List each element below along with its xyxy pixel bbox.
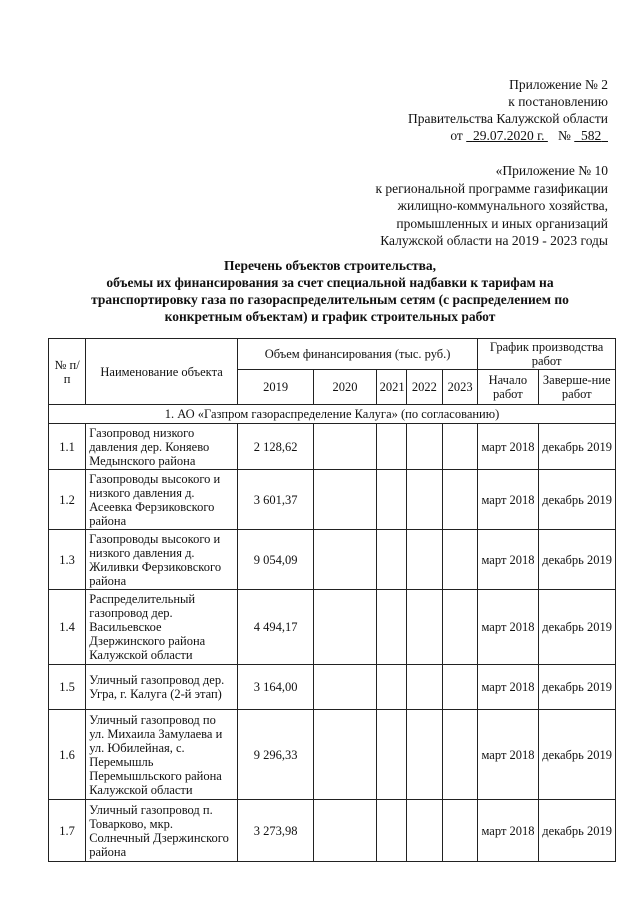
row-funding-2022 xyxy=(406,424,442,470)
row-num: 1.7 xyxy=(49,800,86,862)
row-funding-2019: 2 128,62 xyxy=(237,424,313,470)
row-start: март 2018 xyxy=(478,590,538,665)
row-funding-2021 xyxy=(376,590,406,665)
objects-table xyxy=(48,338,616,862)
title-line: транспортировку газа по газораспределительным сетям (с распределением по xyxy=(91,292,569,307)
row-name: Распределительный газопровод дер. Васильевское Дзержинского района Калужской области xyxy=(86,590,238,665)
row-funding-2021 xyxy=(376,530,406,590)
row-start: март 2018 xyxy=(478,530,538,590)
table-row xyxy=(49,710,616,800)
row-start: март 2018 xyxy=(478,424,538,470)
row-funding-2020 xyxy=(314,800,376,862)
header-name: Наименование объекта xyxy=(86,339,238,405)
regional-line: промышленных и иных организаций xyxy=(396,215,608,231)
header-year-2019: 2019 xyxy=(237,370,313,405)
row-start: март 2018 xyxy=(478,800,538,862)
row-end: декабрь 2019 xyxy=(538,530,615,590)
title-line: Перечень объектов строительства, xyxy=(223,258,437,273)
row-end: декабрь 2019 xyxy=(538,424,615,470)
row-num: 1.1 xyxy=(49,424,86,470)
resolution-number-value: 582 xyxy=(581,128,602,143)
row-funding-2022 xyxy=(406,530,442,590)
row-funding-2019: 3 601,37 xyxy=(237,470,313,530)
row-end: декабрь 2019 xyxy=(538,590,615,665)
header-year-2022: 2022 xyxy=(406,370,442,405)
appendix-date-line xyxy=(408,127,608,144)
row-name: Газопроводы высокого и низкого давления д. Асеевка Ферзиковского района xyxy=(86,470,238,530)
appendix-line: к постановлению xyxy=(508,94,608,109)
regional-line: Калужской области на 2019 - 2023 годы xyxy=(380,233,608,248)
document-title xyxy=(40,257,620,325)
table-row xyxy=(49,590,616,665)
row-end: декабрь 2019 xyxy=(538,800,615,862)
row-end: декабрь 2019 xyxy=(538,710,615,800)
title-line: объемы их финансирования за счет специальной надбавки к тарифам на xyxy=(106,275,554,290)
row-start: март 2018 xyxy=(478,710,538,800)
table-row xyxy=(49,530,616,590)
row-end: декабрь 2019 xyxy=(538,470,615,530)
number-label: № xyxy=(557,128,571,143)
row-funding-2021 xyxy=(376,710,406,800)
row-funding-2023 xyxy=(443,424,478,470)
row-funding-2021 xyxy=(376,665,406,710)
row-funding-2022 xyxy=(406,590,442,665)
row-funding-2022 xyxy=(406,800,442,862)
row-name: Газопроводы высокого и низкого давления д. Жиливки Ферзиковского района xyxy=(86,530,238,590)
regional-line: «Приложение № 10 xyxy=(495,163,608,178)
row-end: декабрь 2019 xyxy=(538,665,615,710)
row-funding-2019: 4 494,17 xyxy=(237,590,313,665)
appendix-header xyxy=(408,76,608,144)
row-funding-2020 xyxy=(314,424,376,470)
row-funding-2023 xyxy=(443,710,478,800)
row-num: 1.4 xyxy=(49,590,86,665)
section-heading: 1. АО «Газпром газораспределение Калуга» (по согласованию) xyxy=(49,405,616,424)
resolution-date-value: 29.07.2020 г. xyxy=(472,128,545,143)
row-funding-2020 xyxy=(314,470,376,530)
row-name: Уличный газопровод п. Товарково, мкр. Солнечный Дзержинского района xyxy=(86,800,238,862)
row-funding-2019: 9 054,09 xyxy=(237,530,313,590)
row-funding-2022 xyxy=(406,665,442,710)
title-line: конкретным объектам) и график строительных работ xyxy=(164,309,496,324)
regional-line: к региональной программе газификации xyxy=(375,180,608,196)
row-start: март 2018 xyxy=(478,665,538,710)
row-funding-2023 xyxy=(443,590,478,665)
row-funding-2019: 9 296,33 xyxy=(237,710,313,800)
header-num: № п/п xyxy=(49,339,86,405)
row-funding-2023 xyxy=(443,530,478,590)
header-end: Заверше-ние работ xyxy=(538,370,615,405)
appendix-line: Правительства Калужской области xyxy=(407,111,608,126)
resolution-number xyxy=(574,128,608,143)
row-num: 1.2 xyxy=(49,470,86,530)
header-year-2021: 2021 xyxy=(376,370,406,405)
row-funding-2020 xyxy=(314,530,376,590)
row-name: Уличный газопровод по ул. Михаила Замулаева и ул. Юбилейная, с. Перемышль Перемышльского района Калужской области xyxy=(86,710,238,800)
row-funding-2022 xyxy=(406,710,442,800)
header-year-2023: 2023 xyxy=(443,370,478,405)
row-funding-2023 xyxy=(443,800,478,862)
table-row xyxy=(49,424,616,470)
resolution-date xyxy=(466,128,548,143)
header-schedule: График производства работ xyxy=(478,339,616,370)
row-funding-2023 xyxy=(443,665,478,710)
row-funding-2023 xyxy=(443,470,478,530)
row-num: 1.3 xyxy=(49,530,86,590)
table-row xyxy=(49,800,616,862)
row-funding-2020 xyxy=(314,665,376,710)
appendix-line: Приложение № 2 xyxy=(509,77,608,92)
from-label: от xyxy=(450,128,463,143)
row-name: Газопровод низкого давления дер. Коняево Медынского района xyxy=(86,424,238,470)
row-name: Уличный газопровод дер. Угра, г. Калуга (2-й этап) xyxy=(86,665,238,710)
row-funding-2019: 3 273,98 xyxy=(237,800,313,862)
row-funding-2020 xyxy=(314,710,376,800)
regional-line: жилищно-коммунального хозяйства, xyxy=(397,198,608,213)
table-row xyxy=(49,665,616,710)
row-num: 1.5 xyxy=(49,665,86,710)
row-funding-2019: 3 164,00 xyxy=(237,665,313,710)
row-num: 1.6 xyxy=(49,710,86,800)
row-funding-2021 xyxy=(376,424,406,470)
header-funding: Объем финансирования (тыс. руб.) xyxy=(237,339,477,370)
row-funding-2022 xyxy=(406,470,442,530)
regional-program-appendix xyxy=(375,162,608,250)
row-start: март 2018 xyxy=(478,470,538,530)
table-row xyxy=(49,470,616,530)
row-funding-2020 xyxy=(314,590,376,665)
row-funding-2021 xyxy=(376,800,406,862)
row-funding-2021 xyxy=(376,470,406,530)
header-start: Начало работ xyxy=(478,370,538,405)
header-year-2020: 2020 xyxy=(314,370,376,405)
